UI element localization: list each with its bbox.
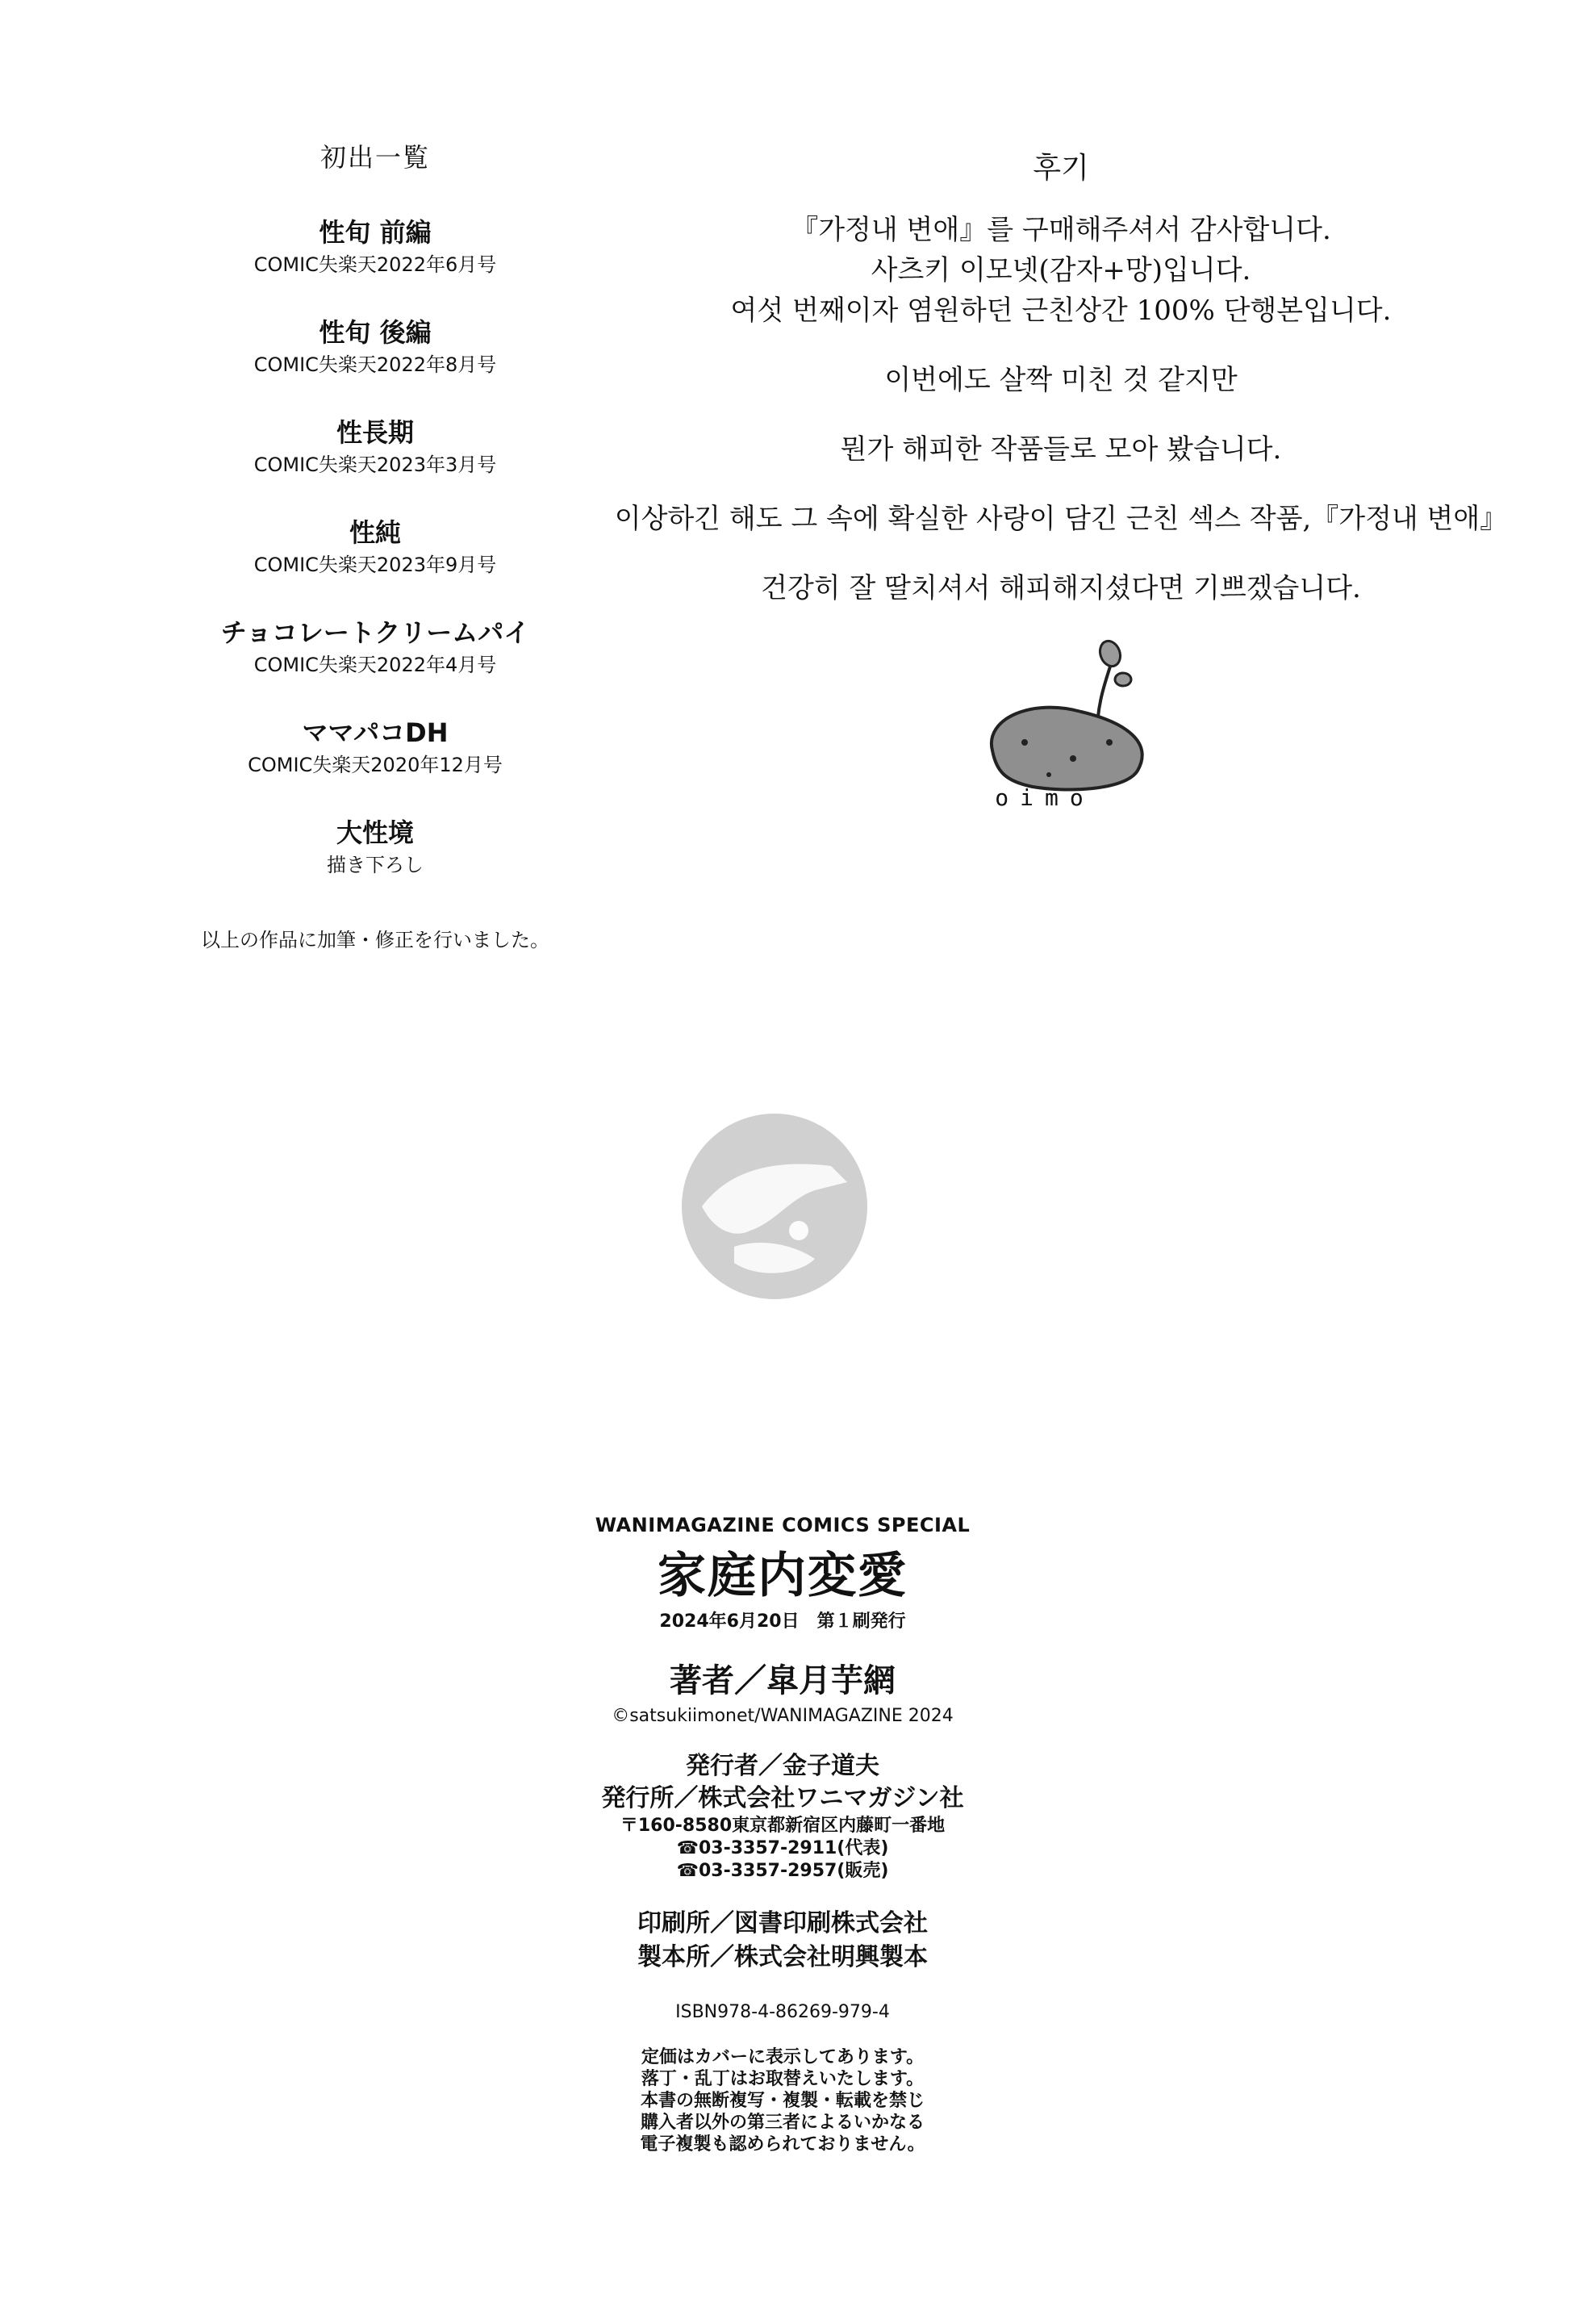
work-title: ママパコDH bbox=[302, 717, 449, 748]
work-title: 性長期 bbox=[336, 417, 414, 448]
legal-note-line: 定価はカバーに表示してあります。 bbox=[641, 2047, 925, 2067]
work-title: チョコレートクリームパイ bbox=[220, 617, 530, 648]
work-title: 大性境 bbox=[336, 817, 414, 848]
legal-note-line: 購入者以外の第三者によるいかなる bbox=[640, 2113, 925, 2133]
author: 著者／皐月芋網 bbox=[670, 1662, 896, 1699]
crocodile-seal-icon bbox=[678, 1110, 871, 1303]
work-entry bbox=[186, 516, 565, 617]
illustration-caption: oimo bbox=[995, 784, 1095, 811]
first-appearance-list bbox=[186, 137, 565, 917]
afterword bbox=[597, 145, 1525, 606]
isbn: ISBN978-4-86269-979-4 bbox=[675, 2002, 890, 2022]
series-name: WANIMAGAZINE COMICS SPECIAL bbox=[595, 1514, 971, 1536]
legal-note-line: 落丁・乱丁はお取替えいたします。 bbox=[641, 2069, 925, 2089]
work-source: COMIC失楽天2022年8月号 bbox=[253, 353, 497, 376]
afterword-line: 이번에도 살짝 미친 것 같지만 bbox=[884, 364, 1238, 396]
phone-main: ☎03-3357-2911(代表) bbox=[676, 1838, 889, 1858]
work-entry bbox=[186, 717, 565, 817]
work-entry bbox=[186, 617, 565, 717]
work-source: COMIC失楽天2023年9月号 bbox=[253, 554, 497, 576]
work-source: COMIC失楽天2022年4月号 bbox=[253, 654, 497, 676]
afterword-line: 이상하긴 해도 그 속에 확실한 사랑이 담긴 근친 섹스 작품,『가정내 변애』 bbox=[614, 503, 1508, 535]
afterword-line: 사츠키 이모넷(감자+망)입니다. bbox=[871, 254, 1251, 286]
printer: 印刷所／図書印刷株式会社 bbox=[637, 1909, 928, 1937]
work-entry bbox=[186, 416, 565, 516]
publication-date: 2024年6月20日 第１刷発行 bbox=[659, 1611, 906, 1632]
publisher-company: 発行所／株式会社ワニマガジン社 bbox=[601, 1784, 964, 1812]
afterword-line: 『가정내 변애』를 구매해주셔서 감사합니다. bbox=[791, 214, 1331, 246]
legal-note-line: 電子複製も認められておりません。 bbox=[640, 2134, 925, 2155]
work-title: 性純 bbox=[349, 517, 401, 548]
publisher-address: 〒160-8580東京都新宿区内藤町一番地 bbox=[620, 1816, 946, 1836]
work-title: 性旬 後編 bbox=[319, 317, 432, 348]
copyright: ©satsukiimonet/WANIMAGAZINE 2024 bbox=[612, 1706, 954, 1726]
work-source: COMIC失楽天2022年6月号 bbox=[253, 253, 497, 276]
afterword-line: 뭔가 해피한 작품들로 모아 봤습니다. bbox=[840, 433, 1282, 466]
publisher-person: 発行者／金子道夫 bbox=[686, 1752, 879, 1780]
revision-note: 以上の作品に加筆・修正を行いました。 bbox=[201, 929, 549, 951]
work-title: 性旬 前編 bbox=[319, 217, 432, 248]
colophon bbox=[557, 1514, 1008, 2155]
first-appearance-heading: 初出一覧 bbox=[319, 142, 430, 173]
phone-sales: ☎03-3357-2957(販売) bbox=[676, 1861, 889, 1881]
legal-note-line: 本書の無断複写・複製・転載を禁じ bbox=[640, 2091, 925, 2111]
book-title: 家庭内変愛 bbox=[658, 1548, 908, 1604]
afterword-line: 건강히 잘 딸치셔서 해피해지셨다면 기쁘겠습니다. bbox=[761, 572, 1361, 604]
afterword-line: 여섯 번째이자 염원하던 근친상간 100% 단행본입니다. bbox=[730, 295, 1392, 327]
work-entry bbox=[186, 216, 565, 316]
legal-notes bbox=[557, 2046, 1008, 2155]
binder: 製本所／株式会社明興製本 bbox=[637, 1943, 928, 1971]
afterword-heading: 후기 bbox=[1033, 152, 1089, 185]
work-entry bbox=[186, 817, 565, 917]
work-source: COMIC失楽天2020年12月号 bbox=[248, 754, 503, 776]
work-source: 描き下ろし bbox=[327, 854, 424, 876]
work-entry bbox=[186, 316, 565, 416]
work-source: COMIC失楽天2023年3月号 bbox=[253, 454, 497, 476]
